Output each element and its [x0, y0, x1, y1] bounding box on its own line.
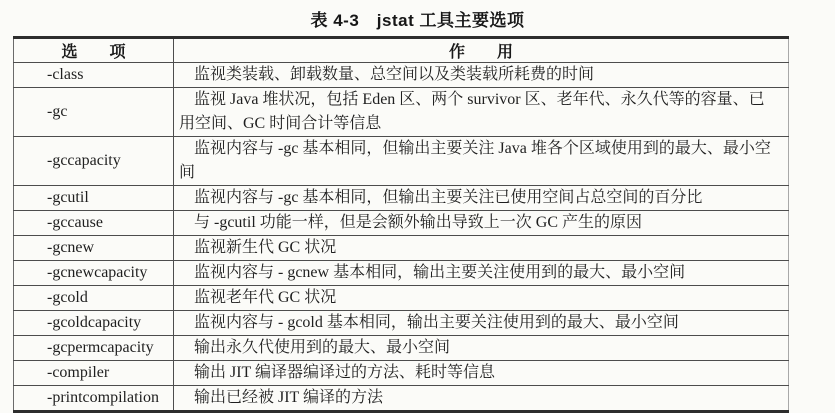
action-cell: 监视老年代 GC 状况 [174, 286, 789, 311]
table-row [14, 336, 789, 361]
table-body [14, 63, 789, 412]
table-row [14, 286, 789, 311]
table-header-row [14, 38, 789, 63]
jstat-options-table [13, 36, 789, 413]
table-row [14, 386, 789, 412]
option-cell: -gc [14, 88, 174, 137]
action-cell: 输出已经被 JIT 编译的方法 [174, 386, 789, 412]
action-cell: 监视内容与 - gcnew 基本相同，输出主要关注使用到的最大、最小空间 [174, 261, 789, 286]
option-cell: -gccapacity [14, 137, 174, 186]
option-cell: -gcutil [14, 186, 174, 211]
table-row [14, 63, 789, 88]
option-cell: -printcompilation [14, 386, 174, 412]
option-cell: -gcpermcapacity [14, 336, 174, 361]
option-cell: -gccause [14, 211, 174, 236]
action-cell: 输出永久代使用到的最大、最小空间 [174, 336, 789, 361]
action-cell: 监视内容与 -gc 基本相同，但输出主要关注已使用空间占总空间的百分比 [174, 186, 789, 211]
table-row [14, 137, 789, 186]
option-cell: -gcnewcapacity [14, 261, 174, 286]
action-cell: 输出 JIT 编译器编译过的方法、耗时等信息 [174, 361, 789, 386]
option-cell: -class [14, 63, 174, 88]
action-cell: 监视内容与 -gc 基本相同，但输出主要关注 Java 堆各个区域使用到的最大、最小空间 [174, 137, 789, 186]
action-cell: 监视类装载、卸载数量、总空间以及类装载所耗费的时间 [174, 63, 789, 88]
action-cell: 与 -gcutil 功能一样，但是会额外输出导致上一次 GC 产生的原因 [174, 211, 789, 236]
column-header-action: 作 用 [174, 38, 789, 63]
column-header-option: 选 项 [14, 38, 174, 63]
action-cell: 监视新生代 GC 状况 [174, 236, 789, 261]
option-cell: -gcold [14, 286, 174, 311]
option-cell: -compiler [14, 361, 174, 386]
option-cell: -gcoldcapacity [14, 311, 174, 336]
action-cell: 监视内容与 - gcold 基本相同，输出主要关注使用到的最大、最小空间 [174, 311, 789, 336]
table-row [14, 88, 789, 137]
table-title: 表 4-3 jstat 工具主要选项 [310, 11, 525, 30]
option-cell: -gcnew [14, 236, 174, 261]
table-row [14, 186, 789, 211]
table-row [14, 236, 789, 261]
table-row [14, 361, 789, 386]
table-row [14, 261, 789, 286]
action-cell: 监视 Java 堆状况，包括 Eden 区、两个 survivor 区、老年代、永久代等的容量、已用空间、GC 时间合计等信息 [174, 88, 789, 137]
table-row [14, 211, 789, 236]
table-row [14, 311, 789, 336]
